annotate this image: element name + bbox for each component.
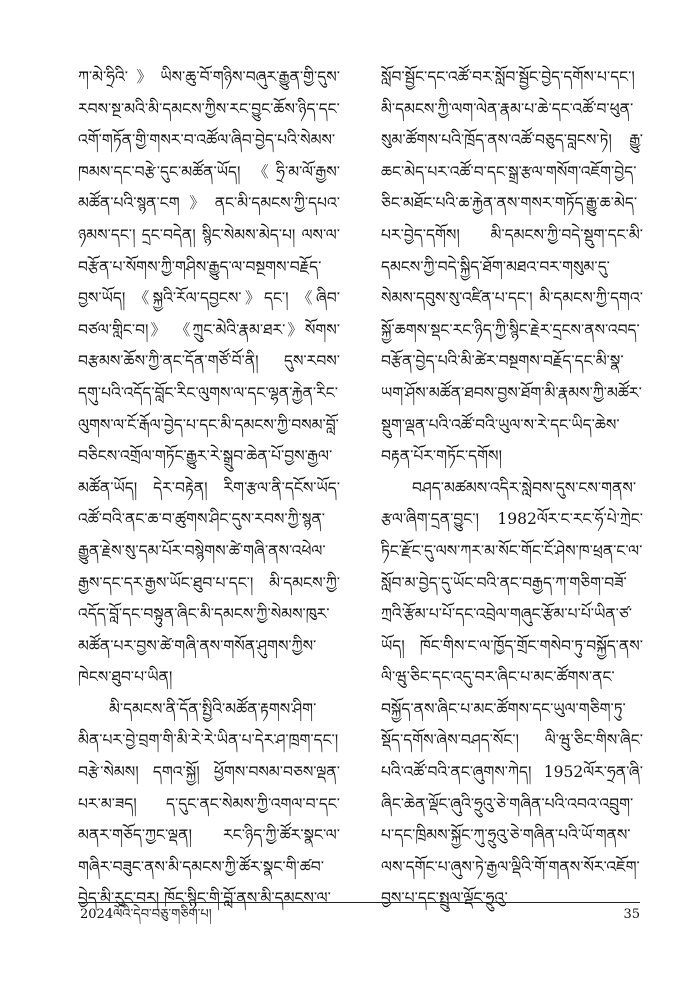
left-paragraph-2: མི་དམངས་ནི་དོན་སྤྱིའི་མཚོན་རྟགས་ཤིག་མིན་པར་བྱེ་བྲག་གི་མི་རེ་རེ་ཡིན་པ་དེར་ཤ་ཁྲག་དང་། བརྩེ་སེམས། དགའ་སྐྱོ། ཕྱོགས་བསམ་བཅས་ལྡན་པར་མ་ཟད། ད་དུང་ནང་སེམས་ཀྱི་འགལ་བ་དང་མནར་གཅོད་ཀྱང་ལྡན། རང་ཉིད་ཀྱི་ཚོར་སྣང་ལ་གཞིར་བཟུང་ནས་མི་དམངས་ཀྱི་ཚོར་སྣང་གི་ཚབ་བྱེད་མི་རུང་བར། ཁོང་སྙིང་གི་བློ་ནས་མི་དམངས་ལ་ <box>78 699 340 908</box>
left-paragraph-1: ཀ་མེ་ཧྲིའི་》ཡིས་ཆུ་བོ་གཉིས་བཞུར་རྒྱུན་གྱི་དུས་རབས་སྔ་མའི་མི་དམངས་ཀྱིས་རང་བྱུང་ཆོས་ཉིད་དང་འགོ་གཏོན་གྱི་གསར་བ་འཚོལ་ཞིབ་བྱེད་པའི་སེམས་ཁམས་དང་བརྩེ་དུང་མཚོན་ཡོད། 《ཧྲི་མ་ལོ་རྒྱས་མཚོན་པའི་སྙན་ངག》ནང་མི་དམངས་ཀྱི་དཔའ་ཉམས་དང་། དྲང་བདེན། སྙིང་སེམས་མེད་པ། ལས་ལ་བརྩོན་པ་སོགས་ཀྱི་གཤིས་རྒྱུད་ལ་བསྔགས་བརྗོད་བྱས་ཡོད། 《སྐྱའི་རོལ་དབྱངས་》དང་། 《ཞིབ་བཙལ་གླིང་བ།》 《ཀྲུང་མེའི་རྣམ་ཐར་》སོགས་བརྩམས་ཆོས་ཀྱི་ནང་དོན་གཙོ་བོ་ནི། དུས་རབས་དགུ་པའི་འདོད་བློང་རིང་ལུགས་ལ་དང་ལྷན་རྐྱེན་རིང་ལུགས་ལ་ངོ་རྒོལ་བྱེད་པ་དང་མི་དམངས་ཀྱི་བསམ་བློ་བཅིངས་འགྲོལ་གཏོང་རྒྱུར་རེ་སྒྲུབ་ཆེན་པོ་བྱས་རྒྱལ་མཚོན་ཡོད། དེར་བརྟེན། རིག་རྩལ་ནི་དངོས་ཡོད་འཚོ་བའི་ནང་ཆ་བ་ཚུགས་ཤིང་དུས་རབས་ཀྱི་སྙན་རྒྱུན་རྗེས་སུ་དམ་པོར་བསྙེགས་ཚེ་གཞི་ནས་འཕེལ་རྒྱས་དང་དར་རྒྱས་ཡོང་ཐུབ་པ་དང་། མི་དམངས་ཀྱི་འདོད་བློ་དང་བསྟུན་ཞིང་མི་དམངས་ཀྱི་སེམས་ཁུར་མཚོན་པར་བྱས་ཚེ་གཞི་ནས་གསོན་ཤུགས་ཀྱིས་ཁེངས་ཐུབ་པ་ཡིན། <box>78 68 340 687</box>
page-number: 35 <box>623 907 640 922</box>
footer-issue-label: 2024ལོའི་དེབ་བཅུ་གཅིག་པ། <box>80 907 212 922</box>
footer-divider <box>78 902 640 903</box>
right-paragraph-1: སློབ་སྦྱོང་དང་འཚོ་བར་སློབ་སྦྱོང་བྱེད་དགོས་པ་དང་། མི་དམངས་ཀྱི་ལག་ལེན་རྣམ་པ་ཆེ་དང་འཚོ་བ་ཕུན་སུམ་ཚོགས་པའི་ཁྲོད་ནས་འཚོ་བཅུད་བླངས་ཏེ། རྒྱུ་ཆང་མེད་པར་འཚོ་བ་དང་སྒྲ་རྩལ་གསོག་འཇོག་བྱེད་ཅིང་མཐོང་པའི་ཆ་རྐྱེན་ནས་གསར་གཏོད་རྒྱུ་ཆ་མེད་པར་བྱེད་དགོས། མི་དམངས་ཀྱི་བདེ་སྡུག་དང་མི་དམངས་ཀྱི་བདེ་སྐྱིད་ཐོག་མཐའ་བར་གསུམ་དུ་སེམས་དབུས་སུ་འཛིན་པ་དང་། མི་དམངས་ཀྱི་དགའ་སྐྱོ་ཆགས་སྡང་རང་ཉིད་ཀྱི་སྙིང་རྗེར་དྲངས་ནས་འབད་བརྩོན་བྱེད་པའི་མི་ཚེར་བསྔགས་བརྗོད་དང་མི་སྣ་ཡག་ཤོས་མཚོན་ཐབས་བྱས་ཐོག་མི་རྣམས་ཀྱི་མཚོར་སྡུག་ལྡན་པའི་འཚོ་བའི་ཡུལ་ས་རེ་དང་ཡིད་ཆེས་བརྟན་པོར་གཏོང་དགོས། <box>381 68 643 466</box>
right-column <box>381 62 643 915</box>
left-column <box>78 62 340 915</box>
right-paragraph-2: བཤད་མཚམས་འདིར་སླེབས་དུས་ངས་གནས་རྩལ་ཞིག་དྲན་བྱུང་། 1982ལོར་ང་རང་ཧོ་པེ་ཀྲེང་ཏིང་རྫོང་དུ་ལས་ཀར་མ་སོང་གོང་ངོ་ཤེས་ཁ་ཕྲན་ང་ལ་སློབ་མ་བྱེད་དུ་ཡོང་བའི་ནང་བརྒྱད་ཀ་གཅིག་བཟོ་ཀྲའི་རྩོམ་པ་པོ་དང་འབྲེལ་གཞུང་རྩོམ་པ་པོ་ཡིན་ཙ་ཡོད། ཁོང་གིས་ང་ལ་ཁྱོད་གྲོང་གསེབ་ཏུ་བསྐྱོད་ནས་ལི་ཝུ་ཅིང་དང་འདུ་བར་ཞིང་པ་མང་ཚོགས་ནང་བསྐྱོད་ནས་ཞིང་པ་མང་ཚོགས་དང་ཡུལ་གཅིག་ཏུ་སྡོད་དགོས་ཞེས་བཤད་སོང་། ལི་ཝུ་ཅིང་གིས་ཞིང་པའི་འཚོ་བའི་ནང་ཞུགས་ཀེད། 1952ལོར་ཧྲན་ཞི་ཞིང་ཆེན་ལྡོང་ཞུའི་ཧྲུའུ་ཅེ་གཞིན་པའི་འབའ་འབྲུག་པ་དང་ཁྲིམས་སྐྱོང་ཀུ་ཧྲུའུ་ཅེ་གཞིན་པའི་ཡོ་གནས་ལས་དགོང་པ་ཞུས་ཏེ་རྒྱལ་ལྡིའི་གོ་གནས་སོར་འཇོག་བྱས་པ་དང་སྤྲུལ་ལྡོང་ཧྲུའུ་ <box>381 478 643 908</box>
